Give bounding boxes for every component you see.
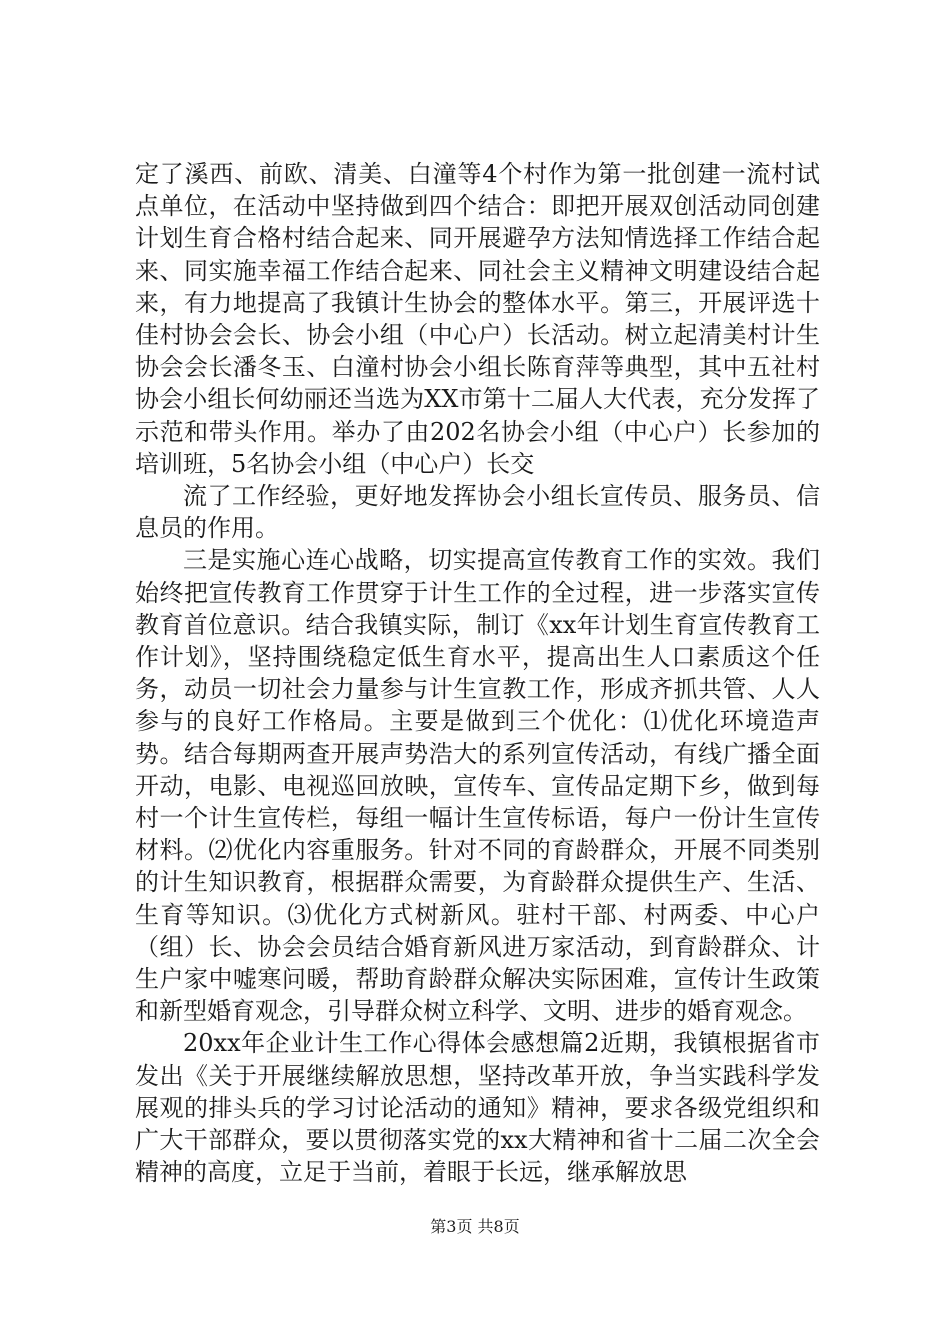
paragraph-2: 流了工作经验，更好地发挥协会小组长宣传员、服务员、信息员的作用。 bbox=[135, 482, 820, 543]
paragraph-3: 三是实施心连心战略，切实提高宣传教育工作的实效。我们始终把宣传教育工作贯穿于计生工作的全过程，进一步落实宣传教育首位意识。结合我镇实际，制订《xx年计划生育宣传教育工作计划》，坚持围绕稳定低生育水平，提高出生人口素质这个任务，动员一切社会力量参与计生宣教工作，形成齐抓共管、人人参与的良好工作格局。主要是做到三个优化：⑴优化环境造声势。结合每期两查开展声势浩大的系列宣传活动，有线广播全面开动，电影、电视巡回放映，宣传车、宣传品定期下乡，做到每村一个计生宣传栏，每组一幅计生宣传标语，每户一份计生宣传材料。⑵优化内容重服务。针对不同的育龄群众，开展不同类别的计生知识教育，根据群众需要，为育龄群众提供生产、生活、生育等知识。⑶优化方式树新风。驻村干部、村两委、中心户（组）长、协会会员结合婚育新风进万家活动，到育龄群众、计生户家中嘘寒问暖，帮助育龄群众解决实际困难，宣传计生政策和新型婚育观念，引导群众树立科学、文明、进步的婚育观念。 bbox=[135, 546, 820, 1026]
paragraph-1: 定了溪西、前欧、清美、白潼等4个村作为第一批创建一流村试点单位，在活动中坚持做到四个结合：即把开展双创活动同创建计划生育合格村结合起来、同开展避孕方法知情选择工作结合起来、同实施幸福工作结合起来、同社会主义精神文明建设结合起来，有力地提高了我镇计生协会的整体水平。第三，开展评选十佳村协会会长、协会小组（中心户）长活动。树立起清美村计生协会会长潘冬玉、白潼村协会小组长陈育萍等典型，其中五社村协会小组长何幼丽还当选为XX市第十二届人大代表，充分发挥了示范和带头作用。举办了由202名协会小组（中心户）长参加的培训班，5名协会小组（中心户）长交 bbox=[135, 160, 820, 478]
document-body bbox=[135, 158, 820, 1189]
paragraph-4: 20xx年企业计生工作心得体会感想篇2近期，我镇根据省市发出《关于开展继续解放思想，坚持改革开放，争当实践科学发展观的排头兵的学习讨论活动的通知》精神，要求各级党组织和广大干部群众，要以贯彻落实党的xx大精神和省十二届二次全会精神的高度，立足于当前，着眼于长远，继承解放思 bbox=[135, 1029, 820, 1187]
page-number-footer: 第3页 共8页 bbox=[430, 1217, 520, 1236]
